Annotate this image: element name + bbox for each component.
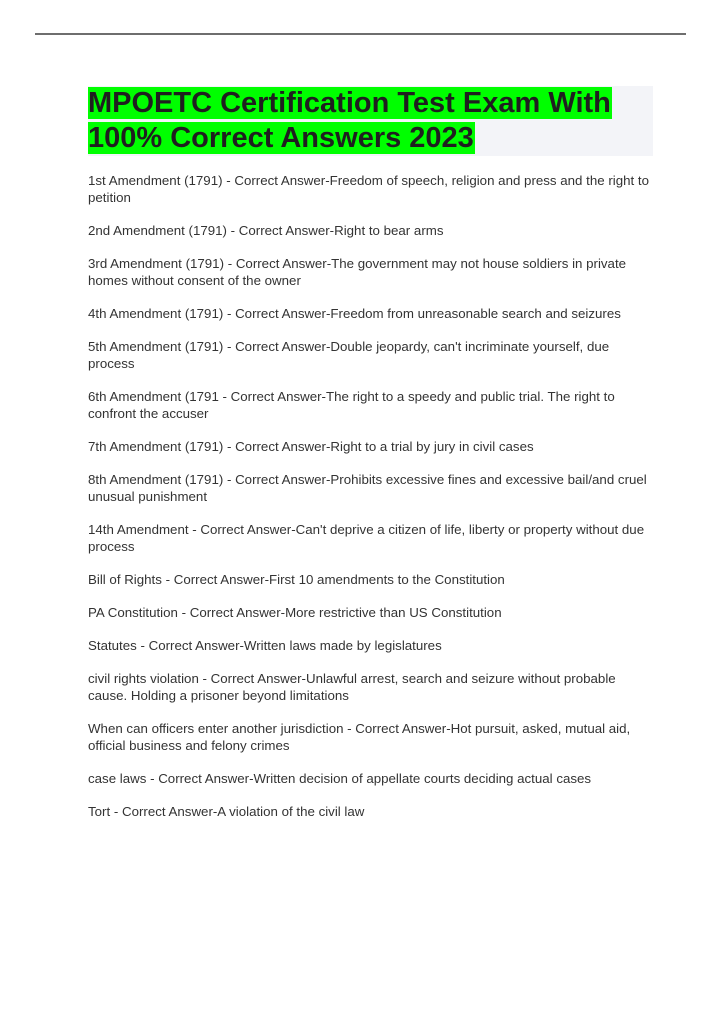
qa-entry: When can officers enter another jurisdiction - Correct Answer-Hot pursuit, asked, mutual aid, official business and felony crimes: [88, 721, 631, 753]
qa-entry: case laws - Correct Answer-Written decision of appellate courts deciding actual cases: [88, 771, 592, 786]
page-top-divider: [35, 33, 686, 35]
document-title: [88, 86, 653, 156]
qa-entry-list: [88, 172, 658, 836]
title-block: [88, 86, 653, 156]
qa-entry: Tort - Correct Answer-A violation of the civil law: [88, 804, 365, 819]
qa-entry: 1st Amendment (1791) - Correct Answer-Freedom of speech, religion and press and the right to petition: [88, 173, 649, 205]
document-title-text: MPOETC Certification Test Exam With 100% Correct Answers 2023: [88, 87, 611, 154]
qa-entry: 6th Amendment (1791 - Correct Answer-The right to a speedy and public trial. The right to confront the accuser: [88, 389, 615, 421]
qa-entry: 7th Amendment (1791) - Correct Answer-Right to a trial by jury in civil cases: [88, 439, 534, 454]
qa-entry: 4th Amendment (1791) - Correct Answer-Freedom from unreasonable search and seizures: [88, 306, 621, 321]
qa-entry: PA Constitution - Correct Answer-More restrictive than US Constitution: [88, 605, 502, 620]
qa-entry: Statutes - Correct Answer-Written laws made by legislatures: [88, 638, 442, 653]
qa-entry: 5th Amendment (1791) - Correct Answer-Double jeopardy, can't incriminate yourself, due process: [88, 339, 610, 371]
qa-entry: 2nd Amendment (1791) - Correct Answer-Right to bear arms: [88, 223, 444, 238]
qa-entry: 8th Amendment (1791) - Correct Answer-Prohibits excessive fines and excessive bail/and cruel unusual punishment: [88, 472, 647, 504]
qa-entry: Bill of Rights - Correct Answer-First 10 amendments to the Constitution: [88, 572, 505, 587]
qa-entry: 3rd Amendment (1791) - Correct Answer-The government may not house soldiers in private homes without consent of the owner: [88, 256, 627, 288]
qa-entry: 14th Amendment - Correct Answer-Can't deprive a citizen of life, liberty or property without due process: [88, 522, 645, 554]
qa-entry: civil rights violation - Correct Answer-Unlawful arrest, search and seizure without probable cause. Holding a prisoner beyond limitations: [88, 671, 616, 703]
